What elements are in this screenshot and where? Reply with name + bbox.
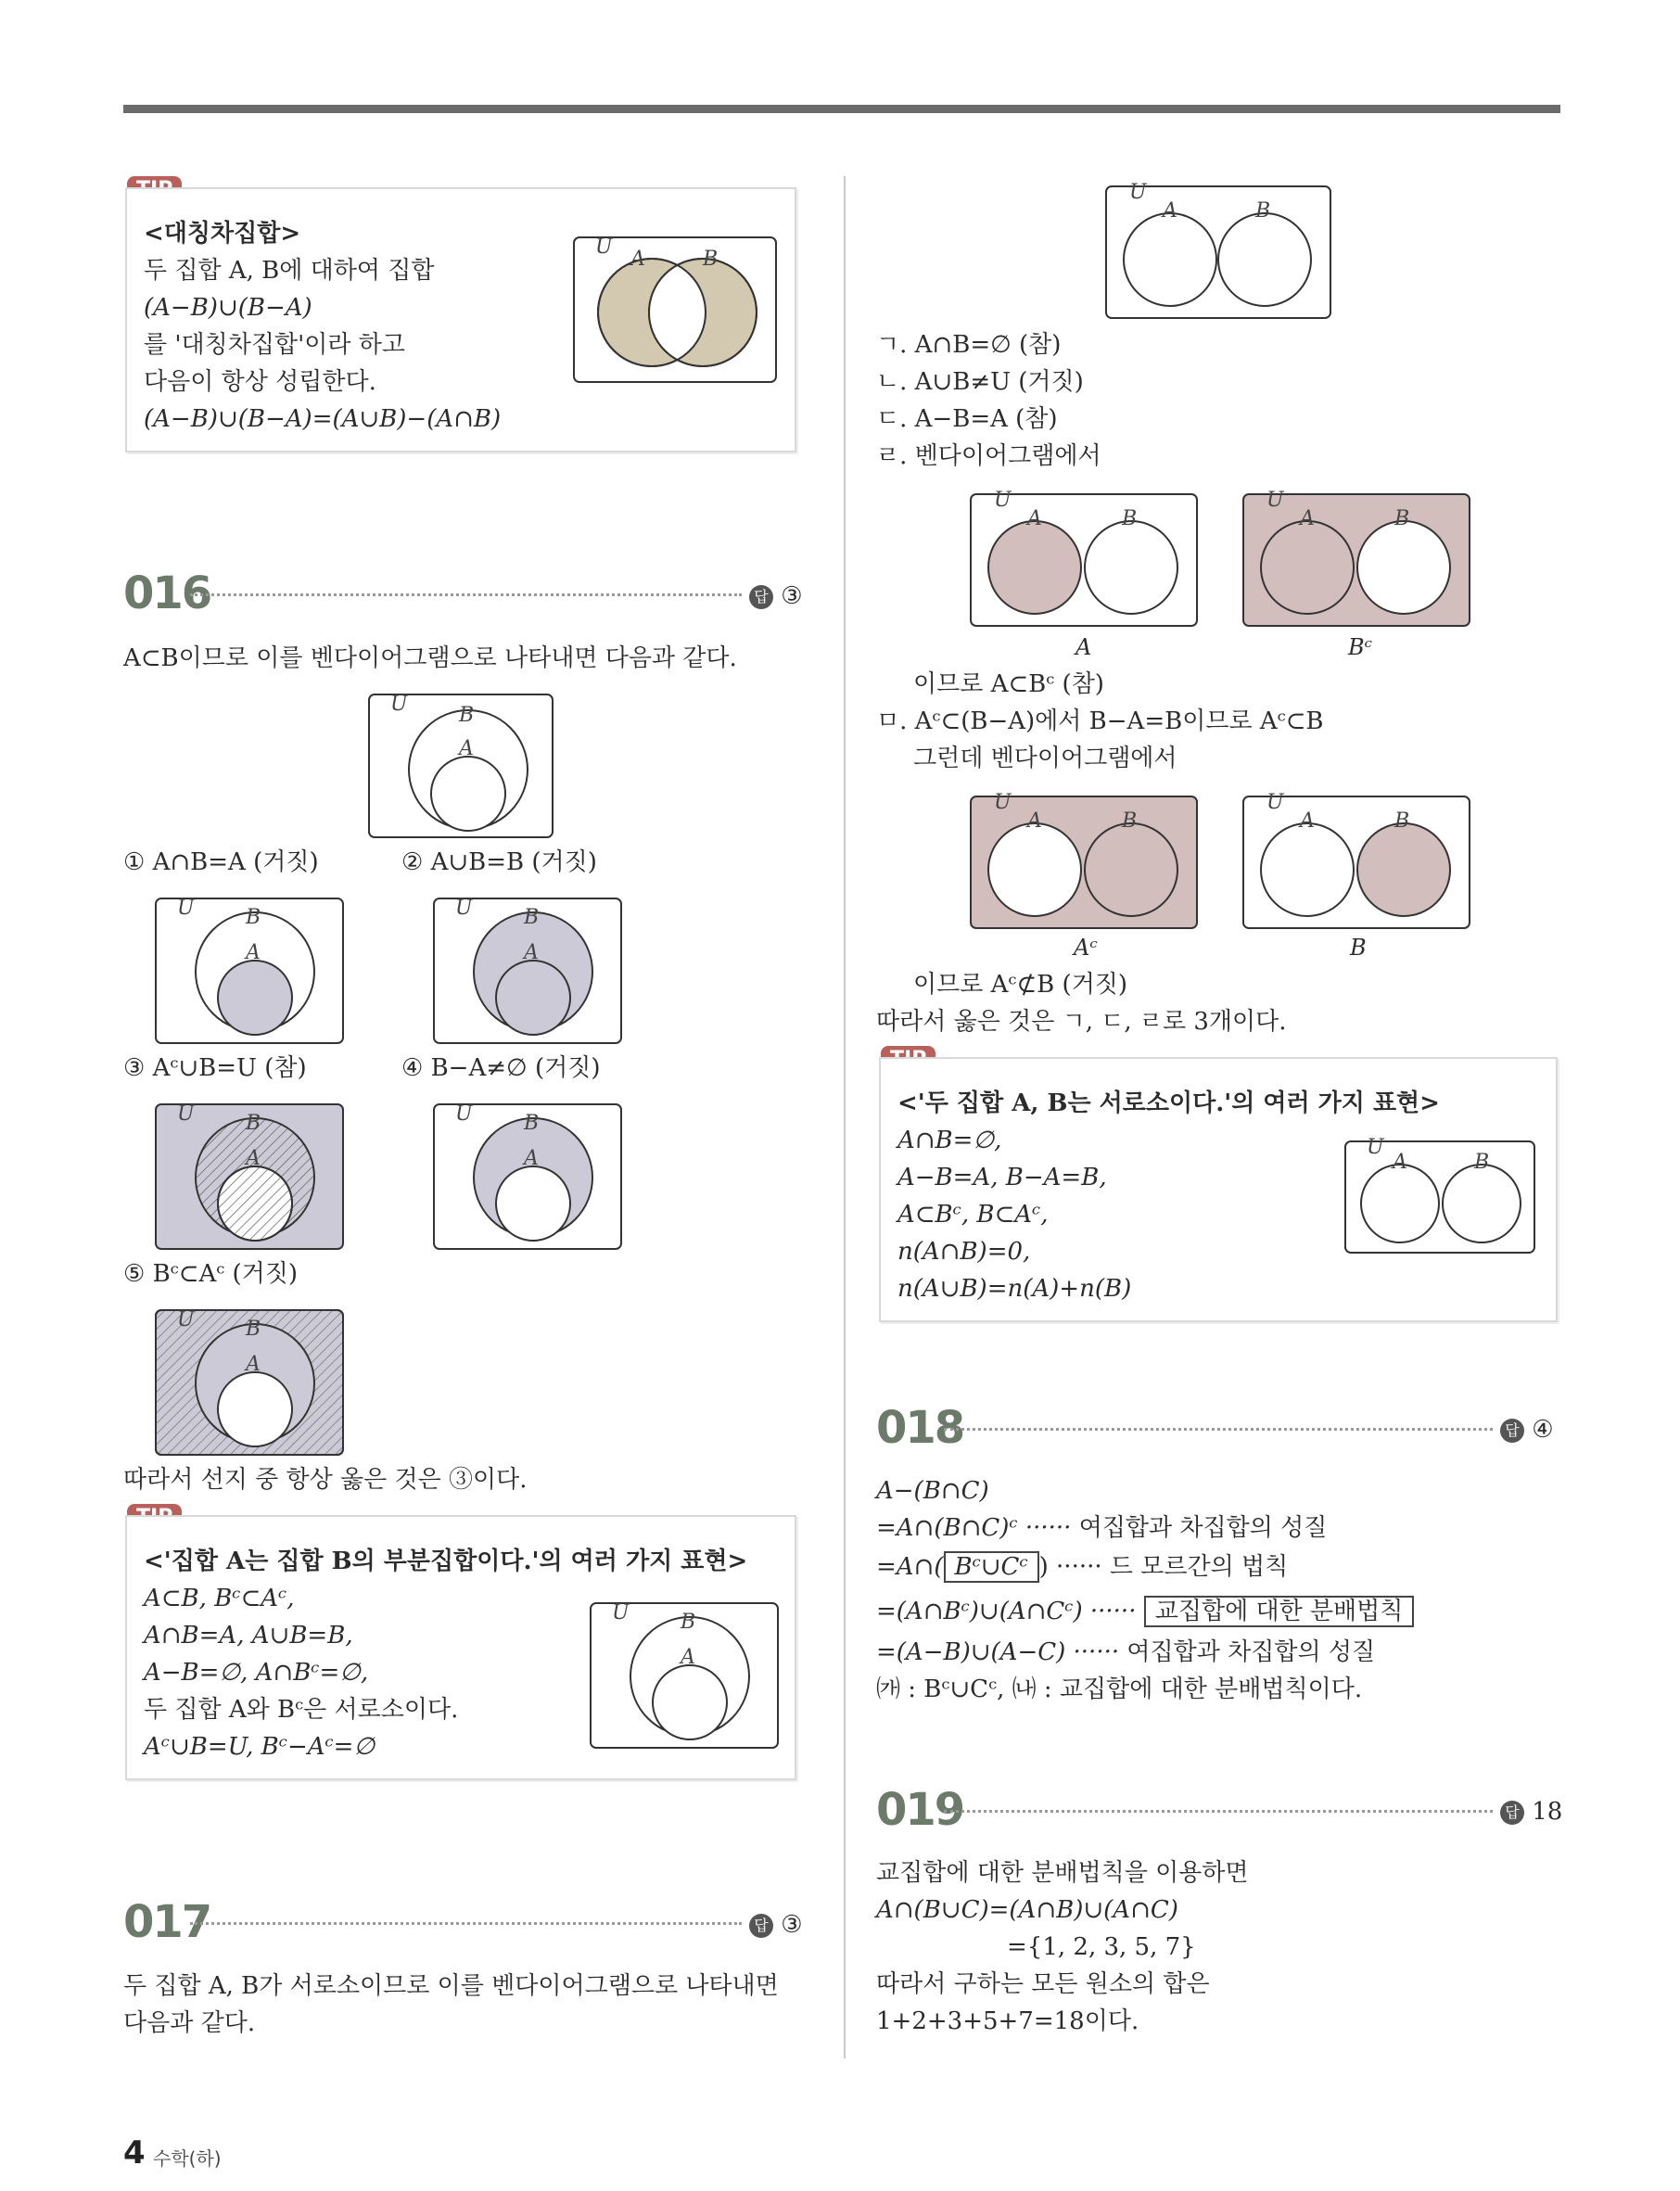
svg-text:B: B	[1394, 809, 1410, 833]
problem-number-017: 017	[123, 1896, 211, 1948]
svg-text:B: B	[681, 1611, 696, 1634]
venn-label-a: A	[630, 248, 645, 271]
venn-b-shaded	[1242, 791, 1470, 929]
svg-text:A: A	[1300, 809, 1315, 833]
p19-line-3: ={1, 2, 3, 5, 7}	[1007, 1933, 1196, 1961]
p19-line-5: 1+2+3+5+7=18이다.	[876, 2007, 1139, 2035]
svg-text:U: U	[455, 1102, 473, 1126]
p17-item-8: 이므로 Aᶜ⊄B (거짓)	[913, 971, 1128, 999]
svg-text:B: B	[246, 1318, 261, 1341]
svg-text:B: B	[1394, 507, 1410, 530]
svg-text:B: B	[1255, 199, 1271, 223]
answer-016	[749, 580, 803, 613]
venn-ac-shaded	[970, 791, 1198, 929]
tip3-line: A⊂Bᶜ, B⊂Aᶜ,	[897, 1201, 1049, 1229]
p18-line-3: =A∩( Bᶜ∪Cᶜ ) ······ 드 모르간의 법칙	[876, 1553, 1289, 1581]
tip1-line: 를 '대칭차집합'이라 하고	[144, 331, 405, 359]
svg-text:A: A	[681, 1646, 695, 1669]
caption-a: A	[1075, 634, 1092, 660]
caption-ac: Aᶜ	[1074, 935, 1098, 961]
answer-018	[1500, 1413, 1554, 1446]
problem-number-019: 019	[876, 1784, 964, 1836]
tip1-line: 두 집합 A, B에 대하여 집합	[144, 257, 435, 285]
p18-line-6: ㈎ : Bᶜ∪Cᶜ, ㈏ : 교집합에 대한 분배법칙이다.	[876, 1675, 1363, 1703]
venn-option-5	[155, 1309, 344, 1456]
p19-line-4: 따라서 구하는 모든 원소의 합은	[876, 1970, 1210, 1998]
p16-option-2: ② A∪B=B (거짓)	[401, 848, 597, 876]
tip2-line: Aᶜ∪B=U, Bᶜ−Aᶜ=∅	[144, 1733, 375, 1761]
answer-017	[749, 1908, 803, 1942]
venn-diagram-a-subset-b	[368, 694, 554, 838]
svg-text:U: U	[612, 1601, 630, 1624]
tip1-line: (A−B)∪(B−A)=(A∪B)−(A∩B)	[144, 405, 502, 433]
svg-text:U: U	[390, 693, 408, 716]
tip2-line: A−B=∅, A∩Bᶜ=∅,	[144, 1659, 369, 1687]
venn-option-1	[155, 898, 344, 1044]
svg-text:U: U	[1266, 489, 1284, 512]
svg-text:U: U	[994, 489, 1012, 512]
svg-text:B: B	[246, 1112, 261, 1135]
svg-text:A: A	[459, 737, 474, 760]
p17-item-7: 그런데 벤다이어그램에서	[913, 745, 1177, 772]
venn-option-2	[433, 898, 622, 1044]
svg-text:B: B	[524, 1112, 540, 1135]
tip3-line: n(A∩B)=0,	[897, 1238, 1031, 1266]
tip2-line: A⊂B, Bᶜ⊂Aᶜ,	[144, 1585, 295, 1612]
p17-item-3: ㄷ. A−B=A (참)	[876, 405, 1058, 433]
book-title: 수학(하)	[153, 2147, 222, 2170]
p17-intro: 두 집합 A, B가 서로소이므로 이를 벤다이어그램으로 나타내면	[123, 1972, 779, 2000]
p17-item-4: ㄹ. 벤다이어그램에서	[876, 442, 1101, 470]
svg-text:U: U	[1266, 791, 1284, 814]
svg-text:U: U	[177, 1308, 195, 1331]
svg-text:U: U	[177, 897, 195, 920]
answer-mark-icon: 답	[749, 585, 773, 609]
p16-intro: A⊂B이므로 이를 벤다이어그램으로 나타내면 다음과 같다.	[123, 644, 737, 672]
svg-text:B: B	[1474, 1151, 1490, 1174]
p16-option-5: ⑤ Bᶜ⊂Aᶜ (거짓)	[123, 1260, 299, 1288]
p16-option-4: ④ B−A≠∅ (거짓)	[401, 1054, 601, 1082]
tip3-line: A−B=A, B−A=B,	[897, 1164, 1107, 1191]
p19-line-2: A∩(B∪C)=(A∩B)∪(A∩C)	[876, 1896, 1178, 1924]
svg-text:A: A	[246, 1147, 261, 1170]
svg-text:B: B	[1122, 809, 1138, 833]
dotted-leader	[190, 1922, 742, 1925]
venn-diagram-tip-subset	[590, 1602, 779, 1749]
svg-text:U: U	[1367, 1136, 1384, 1159]
svg-text:A: A	[1027, 507, 1042, 530]
answer-mark-icon: 답	[1500, 1419, 1524, 1443]
p19-line-1: 교집합에 대한 분배법칙을 이용하면	[876, 1859, 1249, 1887]
dotted-leader	[190, 593, 742, 596]
problem-number-018: 018	[876, 1402, 964, 1454]
caption-bc: Bᶜ	[1348, 634, 1373, 660]
p17-conclusion: 따라서 옳은 것은 ㄱ, ㄷ, ㄹ로 3개이다.	[876, 1008, 1287, 1036]
svg-text:B: B	[1122, 507, 1138, 530]
venn-diagram-disjoint	[1105, 181, 1331, 319]
answer-mark-icon: 답	[749, 1914, 773, 1938]
svg-text:U: U	[177, 1102, 195, 1126]
caption-b: B	[1350, 935, 1367, 961]
tip2-line: A∩B=A, A∪B=B,	[144, 1622, 353, 1650]
blank-b-box: 교집합에 대한 분배법칙	[1144, 1596, 1415, 1627]
svg-text:B: B	[246, 906, 261, 929]
venn-label-b: B	[703, 248, 719, 271]
answer-019	[1500, 1795, 1562, 1828]
venn-bc-shaded	[1242, 489, 1470, 627]
answer-value: ④	[1532, 1416, 1554, 1444]
tip2-heading: <'집합 A는 집합 B의 부분집합이다.'의 여러 가지 표현>	[144, 1548, 748, 1575]
p17-item-6: ㅁ. Aᶜ⊂(B−A)에서 B−A=B이므로 Aᶜ⊂B	[876, 707, 1324, 735]
p18-line-1: A−(B∩C)	[876, 1477, 989, 1505]
answer-value: ③	[781, 582, 803, 610]
blank-a-box: Bᶜ∪Cᶜ	[944, 1551, 1039, 1583]
dotted-leader	[944, 1428, 1493, 1431]
svg-text:U: U	[994, 791, 1012, 814]
p16-option-1: ① A∩B=A (거짓)	[123, 848, 319, 876]
svg-text:A: A	[524, 1147, 539, 1170]
tip1-line: 다음이 항상 성립한다.	[144, 368, 376, 396]
p18-line-5: =(A−B)∪(A−C) ······ 여집합과 차집합의 성질	[876, 1638, 1376, 1666]
p17-intro: 다음과 같다.	[123, 2009, 256, 2037]
page-number: 4	[123, 2134, 146, 2172]
tip1-line: (A−B)∪(B−A)	[144, 294, 312, 322]
svg-text:A: A	[246, 1353, 261, 1376]
p17-item-2: ㄴ. A∪B≠U (거짓)	[876, 368, 1084, 396]
svg-text:B: B	[459, 704, 475, 727]
p17-item-1: ㄱ. A∩B=∅ (참)	[876, 331, 1062, 359]
top-rule	[123, 105, 1560, 113]
svg-text:A: A	[1300, 507, 1315, 530]
p17-item-5: 이므로 A⊂Bᶜ (참)	[913, 670, 1104, 698]
tip3-heading: <'두 집합 A, B는 서로소이다.'의 여러 가지 표현>	[897, 1089, 1440, 1117]
svg-text:U: U	[455, 897, 473, 920]
answer-value: ③	[781, 1911, 803, 1939]
tip3-line: n(A∪B)=n(A)+n(B)	[897, 1275, 1132, 1303]
svg-text:A: A	[524, 941, 539, 964]
venn-label-u: U	[595, 236, 613, 259]
venn-option-3	[155, 1103, 344, 1250]
problem-number-016: 016	[123, 567, 211, 619]
venn-diagram-symmetric-difference	[573, 236, 777, 383]
column-divider	[844, 176, 846, 2058]
p18-line-2: =A∩(B∩C)ᶜ ······ 여집합과 차집합의 성질	[876, 1514, 1328, 1542]
p16-option-3: ③ Aᶜ∪B=U (참)	[123, 1054, 307, 1082]
svg-text:A: A	[1393, 1151, 1407, 1174]
tip2-line: 두 집합 A와 Bᶜ은 서로소이다.	[144, 1696, 459, 1724]
svg-text:B: B	[524, 906, 540, 929]
svg-text:A: A	[1027, 809, 1042, 833]
p18-line-4: =(A∩Bᶜ)∪(A∩Cᶜ) ······ 교집합에 대한 분배법칙	[876, 1593, 1414, 1630]
venn-a-shaded	[970, 489, 1198, 627]
venn-diagram-tip-disjoint	[1344, 1136, 1535, 1254]
tip1-heading: <대칭차집합>	[144, 220, 301, 248]
dotted-leader	[944, 1810, 1493, 1813]
answer-mark-icon: 답	[1500, 1801, 1524, 1825]
venn-option-4	[433, 1103, 622, 1250]
svg-text:A: A	[246, 941, 261, 964]
p16-conclusion: 따라서 선지 중 항상 옳은 것은 ③이다.	[123, 1466, 528, 1494]
svg-text:A: A	[1163, 199, 1177, 223]
answer-value: 18	[1532, 1798, 1563, 1826]
svg-text:U: U	[1129, 181, 1147, 204]
tip3-line: A∩B=∅,	[897, 1127, 1002, 1154]
